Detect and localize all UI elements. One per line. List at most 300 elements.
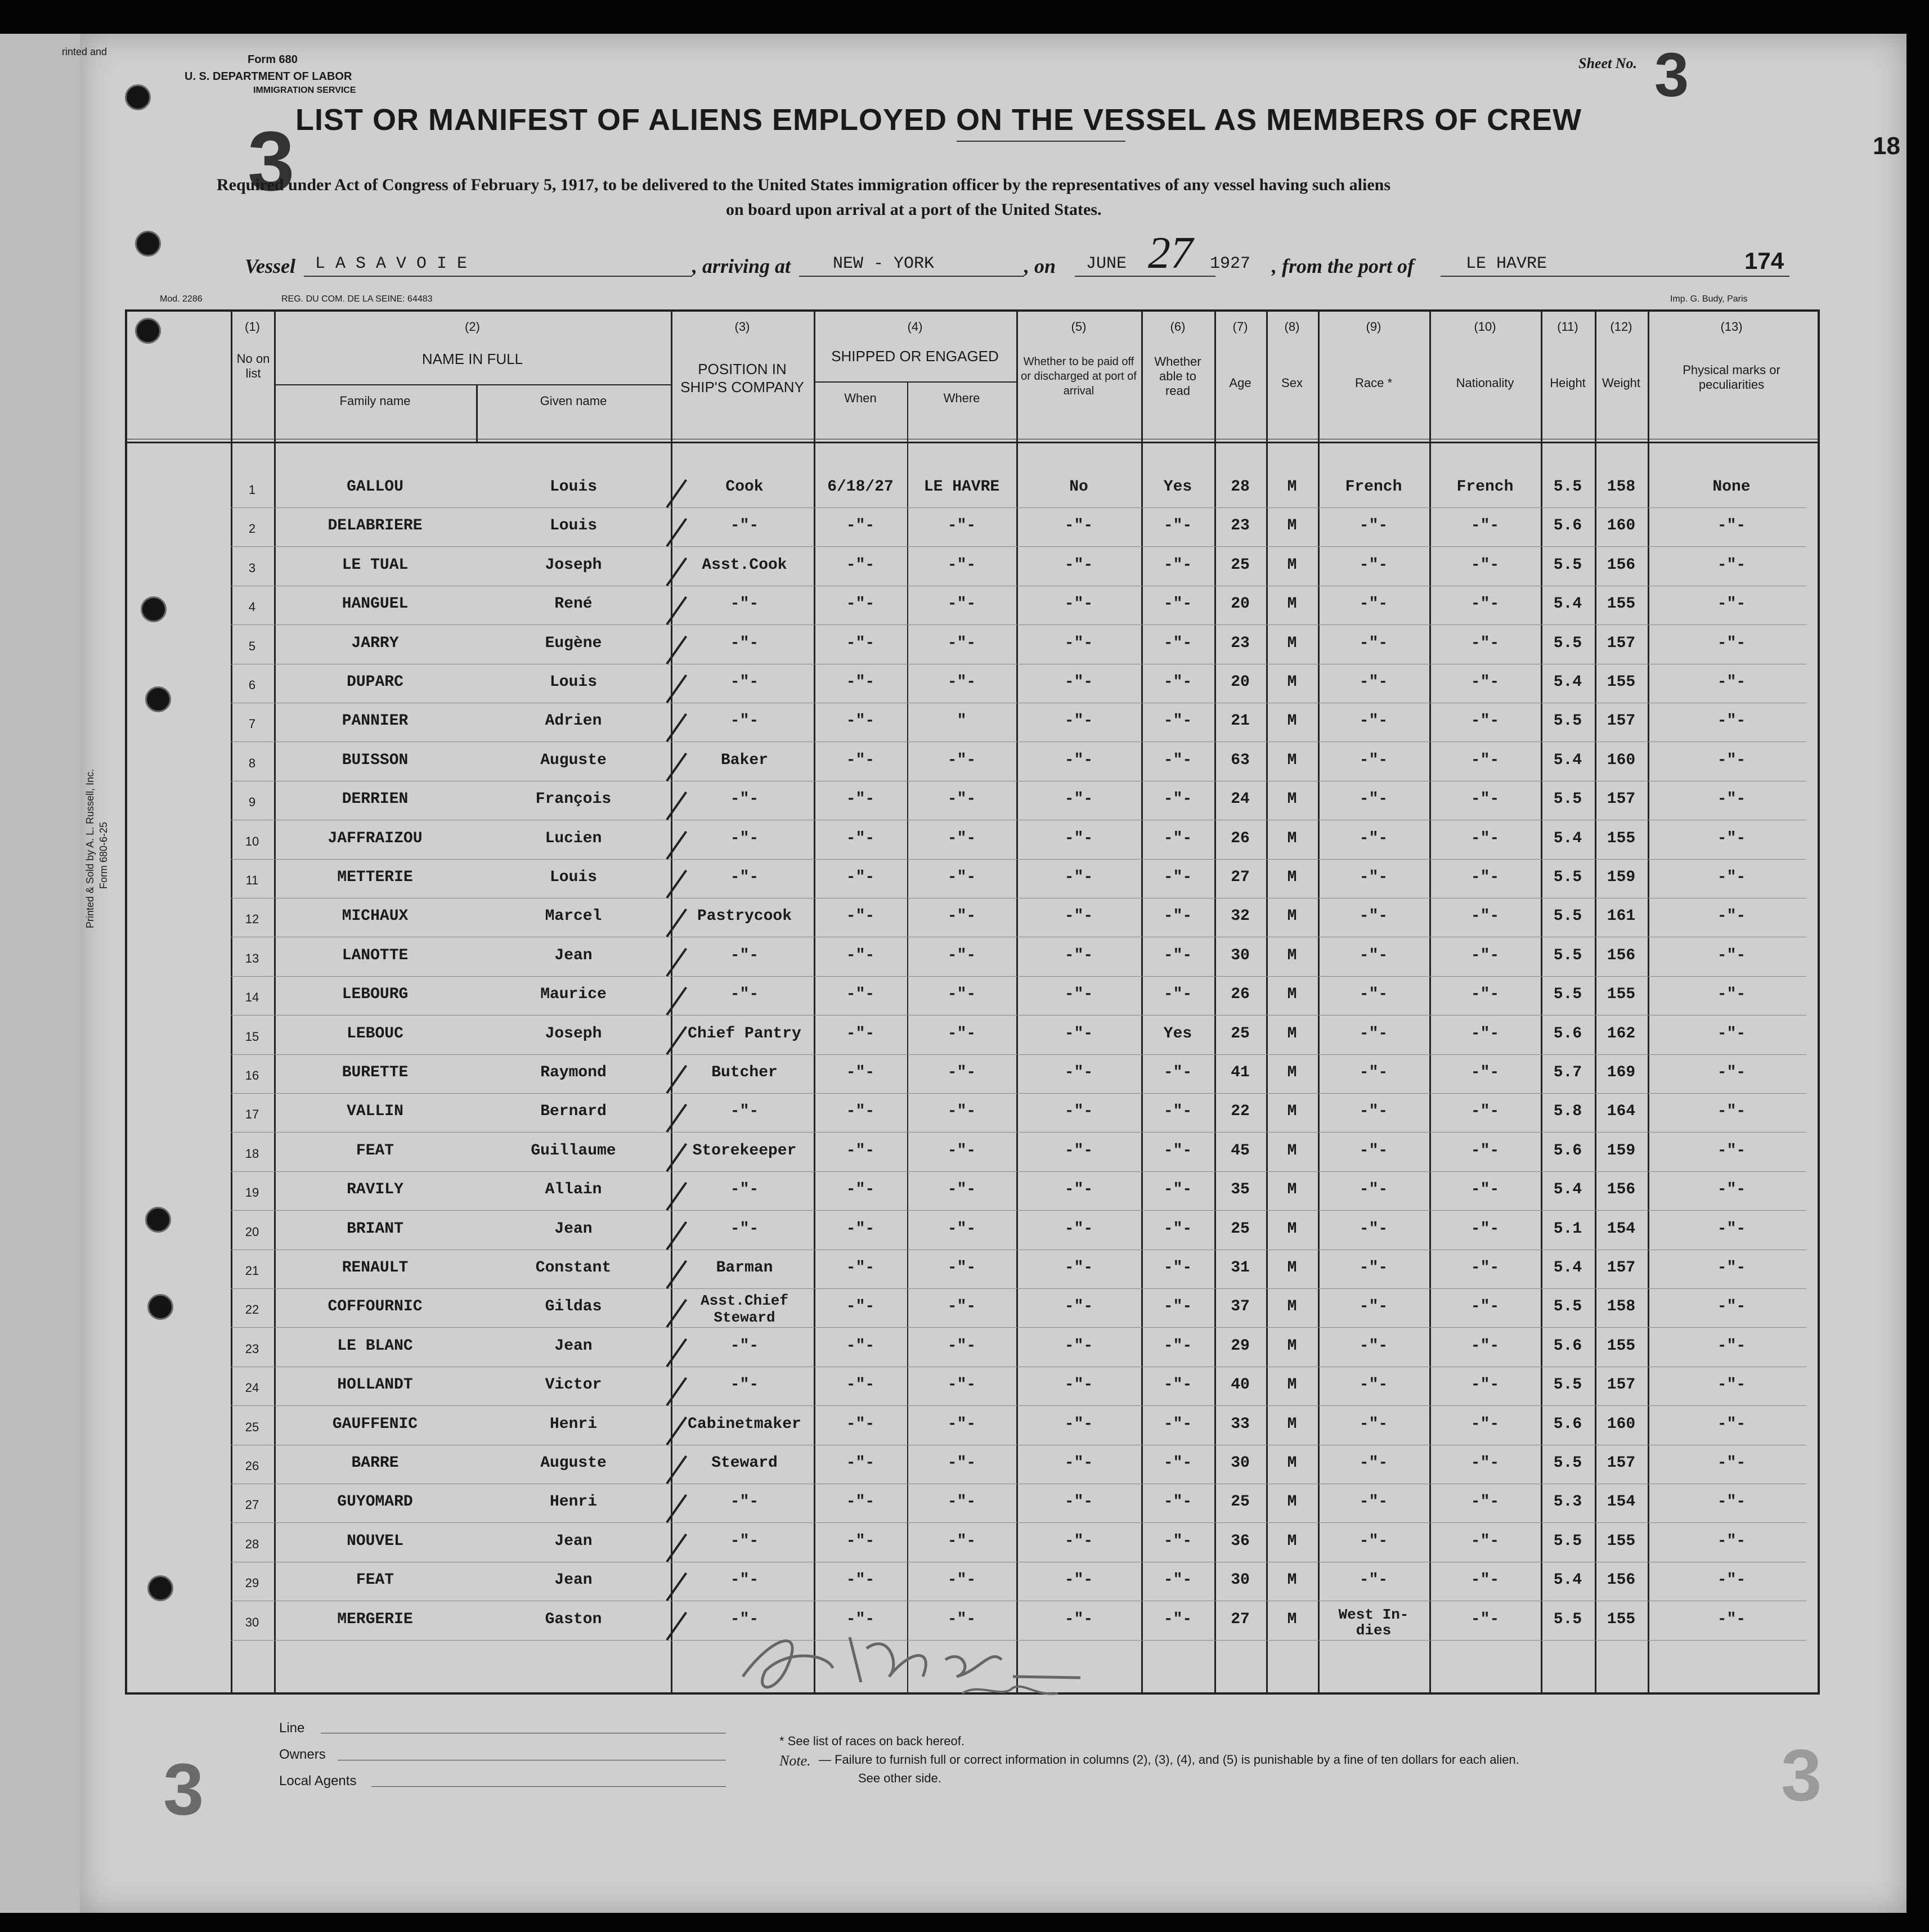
arriving-label: , arriving at	[692, 255, 791, 277]
race-cell: -"-	[1359, 556, 1388, 574]
nationality-cell: -"-	[1470, 1259, 1500, 1277]
nationality-cell: -"-	[1470, 1064, 1500, 1081]
position-cell: -"-	[730, 634, 759, 652]
marks-cell: -"-	[1717, 1220, 1746, 1238]
sex-cell: M	[1287, 1298, 1297, 1316]
where-cell: -"-	[947, 1181, 976, 1199]
paid-off-cell: -"-	[1064, 790, 1093, 808]
col-header-no: No on list	[236, 352, 270, 380]
subtitle-line-1: Required under Act of Congress of February 5, 1917, to be delivered to the United States immigration officer by the representatives of any vessel having such aliens	[217, 176, 1390, 194]
sex-cell: M	[1287, 517, 1297, 535]
nationality-cell: -"-	[1470, 751, 1500, 769]
position-cell: -"-	[730, 1610, 759, 1628]
family-name-cell: HANGUEL	[342, 595, 409, 613]
where-cell: -"-	[947, 1415, 976, 1433]
race-cell: -"-	[1359, 1103, 1388, 1121]
margin-printed-text: rinted and	[62, 46, 107, 57]
marks-cell: -"-	[1717, 946, 1746, 964]
position-cell: -"-	[730, 1220, 759, 1238]
paid-off-cell: -"-	[1064, 946, 1093, 964]
weight-cell: 157	[1607, 634, 1636, 652]
nationality-cell: -"-	[1470, 907, 1500, 925]
weight-cell: 160	[1607, 751, 1636, 769]
col-num-13: (13)	[1720, 320, 1743, 334]
marks-cell: -"-	[1717, 1142, 1746, 1160]
weight-cell: 157	[1607, 1259, 1636, 1277]
paid-off-cell: -"-	[1064, 1181, 1093, 1199]
when-cell: -"-	[846, 1610, 875, 1628]
nationality-cell: -"-	[1470, 1376, 1500, 1394]
race-cell: -"-	[1359, 790, 1388, 808]
marks-cell: -"-	[1717, 1493, 1746, 1511]
age-cell: 25	[1231, 1025, 1250, 1043]
department-label: U. S. DEPARTMENT OF LABOR	[185, 70, 352, 83]
weight-cell: 161	[1607, 907, 1636, 925]
nationality-cell: -"-	[1470, 1142, 1500, 1160]
form-reference: Form 680-6-25	[98, 821, 109, 889]
nationality-cell: -"-	[1470, 790, 1500, 808]
age-cell: 33	[1231, 1415, 1250, 1433]
height-cell: 5.5	[1553, 1610, 1582, 1628]
vessel-name: L A S A V O I E	[315, 254, 468, 273]
weight-cell: 159	[1607, 1142, 1636, 1160]
race-cell: -"-	[1359, 1064, 1388, 1081]
race-cell: West In-	[1338, 1606, 1409, 1623]
where-cell: -"-	[947, 517, 976, 535]
where-cell: -"-	[947, 1532, 976, 1550]
paid-off-cell: -"-	[1064, 1298, 1093, 1316]
height-cell: 5.5	[1553, 869, 1582, 886]
position-cell: -"-	[730, 1532, 759, 1550]
nationality-cell: -"-	[1470, 517, 1500, 535]
able-read-cell: -"-	[1163, 1142, 1192, 1160]
marks-cell: None	[1712, 478, 1751, 496]
weight-cell: 164	[1607, 1103, 1636, 1121]
row-rule	[231, 1327, 1806, 1328]
race-cell: -"-	[1359, 907, 1388, 925]
race-cell: -"-	[1359, 1571, 1388, 1589]
name-subheader-rule	[274, 384, 671, 385]
when-cell: -"-	[846, 1571, 875, 1589]
paid-off-cell: -"-	[1064, 1142, 1093, 1160]
weight-cell: 156	[1607, 556, 1636, 574]
marks-cell: -"-	[1717, 712, 1746, 730]
row-number: 19	[245, 1185, 259, 1200]
height-cell: 5.5	[1553, 1376, 1582, 1394]
marks-cell: -"-	[1717, 1337, 1746, 1355]
when-cell: -"-	[846, 986, 875, 1004]
paid-off-cell: -"-	[1064, 986, 1093, 1004]
age-cell: 37	[1231, 1298, 1250, 1316]
sheet-label: Sheet No.	[1578, 55, 1637, 71]
nationality-cell: -"-	[1470, 1220, 1500, 1238]
where-cell: -"-	[947, 634, 976, 652]
family-name-cell: DERRIEN	[342, 790, 409, 808]
race-cell: -"-	[1359, 869, 1388, 886]
on-label: , on	[1024, 255, 1056, 277]
position-cell: -"-	[730, 1181, 759, 1199]
where-cell: -"-	[947, 829, 976, 847]
row-rule	[231, 1210, 1806, 1211]
family-name-cell: LANOTTE	[342, 946, 409, 964]
height-cell: 5.8	[1553, 1103, 1582, 1121]
paid-off-cell: -"-	[1064, 1220, 1093, 1238]
paid-off-cell: -"-	[1064, 1064, 1093, 1081]
age-cell: 30	[1231, 1454, 1250, 1472]
given-name-cell: Joseph	[545, 556, 602, 574]
line-label: Line	[279, 1720, 305, 1736]
position-cell: -"-	[730, 1337, 759, 1355]
weight-cell: 156	[1607, 1571, 1636, 1589]
when-cell: -"-	[846, 1532, 875, 1550]
row-rule	[231, 1171, 1806, 1172]
height-cell: 5.4	[1553, 1259, 1582, 1277]
stamped-number-bottom-left: 3	[163, 1748, 204, 1830]
family-name-cell: RAVILY	[347, 1181, 403, 1199]
nationality-cell: -"-	[1470, 1337, 1500, 1355]
sex-cell: M	[1287, 673, 1297, 691]
race-cell: -"-	[1359, 1532, 1388, 1550]
col-header-position: POSITION IN SHIP'S COMPANY	[680, 361, 804, 396]
row-number: 1	[248, 483, 256, 497]
family-name-cell: BUISSON	[342, 751, 409, 769]
family-name-cell: LEBOURG	[342, 986, 409, 1004]
col-header-given: Given name	[540, 394, 607, 408]
paid-off-cell: -"-	[1064, 1532, 1093, 1550]
age-cell: 31	[1231, 1259, 1250, 1277]
position-cell: -"-	[730, 595, 759, 613]
nationality-cell: -"-	[1470, 1298, 1500, 1316]
weight-cell: 154	[1607, 1493, 1636, 1511]
row-number: 10	[245, 834, 259, 848]
given-name-cell: Henri	[549, 1493, 597, 1511]
when-cell: -"-	[846, 595, 875, 613]
marks-cell: -"-	[1717, 1415, 1746, 1433]
weight-cell: 160	[1607, 1415, 1636, 1433]
weight-cell: 158	[1607, 1298, 1636, 1316]
where-cell: "	[957, 712, 967, 730]
given-name-cell: Lucien	[545, 829, 602, 847]
family-name-cell: BARRE	[351, 1454, 399, 1472]
when-cell: 6/18/27	[827, 478, 894, 496]
given-name-cell: Louis	[549, 869, 597, 886]
height-cell: 5.5	[1553, 1298, 1582, 1316]
where-cell: -"-	[947, 1064, 976, 1081]
able-read-cell: -"-	[1163, 1181, 1192, 1199]
weight-cell: 155	[1607, 595, 1636, 613]
height-cell: 5.4	[1553, 1571, 1582, 1589]
weight-cell: 154	[1607, 1220, 1636, 1238]
age-cell: 32	[1231, 907, 1250, 925]
height-cell: 5.5	[1553, 790, 1582, 808]
height-cell: 5.5	[1553, 986, 1582, 1004]
race-cell: -"-	[1359, 1181, 1388, 1199]
row-rule	[231, 1015, 1806, 1016]
family-name-cell: FEAT	[356, 1571, 394, 1589]
paid-off-cell: -"-	[1064, 673, 1093, 691]
paid-off-cell: -"-	[1064, 1415, 1093, 1433]
col-header-weight: Weight	[1601, 376, 1641, 390]
nationality-cell: -"-	[1470, 673, 1500, 691]
sex-cell: M	[1287, 1064, 1297, 1081]
col-header-sex: Sex	[1281, 376, 1303, 390]
where-cell: -"-	[947, 1103, 976, 1121]
position-cell: Pastrycook	[697, 907, 792, 925]
weight-cell: 156	[1607, 946, 1636, 964]
marks-cell: -"-	[1717, 673, 1746, 691]
local-agents-label: Local Agents	[279, 1773, 357, 1789]
vessel-underline	[304, 276, 692, 277]
marks-cell: -"-	[1717, 1103, 1746, 1121]
nationality-cell: -"-	[1470, 1532, 1500, 1550]
age-cell: 26	[1231, 829, 1250, 847]
stamped-number-bottom-right: 3	[1781, 1734, 1822, 1816]
weight-cell: 155	[1607, 829, 1636, 847]
able-read-cell: -"-	[1163, 673, 1192, 691]
height-cell: 5.6	[1553, 1415, 1582, 1433]
arriving-port: NEW - YORK	[833, 254, 935, 273]
height-cell: 5.5	[1553, 1454, 1582, 1472]
when-cell: -"-	[846, 673, 875, 691]
able-read-cell: -"-	[1163, 1337, 1192, 1355]
height-cell: 5.4	[1553, 1181, 1582, 1199]
col-num-4: (4)	[907, 320, 923, 334]
given-name-cell: René	[554, 595, 593, 613]
col-header-nationality: Nationality	[1456, 376, 1514, 390]
position-cell: Barman	[716, 1259, 773, 1277]
family-name-cell: MICHAUX	[342, 907, 409, 925]
race-cell: -"-	[1359, 712, 1388, 730]
age-cell: 25	[1231, 1493, 1250, 1511]
left-binding-strip	[0, 34, 80, 1913]
position-cell: -"-	[730, 517, 759, 535]
able-read-cell: -"-	[1163, 1610, 1192, 1628]
sex-cell: M	[1287, 556, 1297, 574]
row-rule	[231, 976, 1806, 977]
position-cell: Cook	[725, 478, 764, 496]
row-rule	[231, 1288, 1806, 1289]
arrival-day-handwritten: 27	[1148, 228, 1193, 278]
family-name-cell: DUPARC	[347, 673, 403, 691]
col-header-height: Height	[1550, 376, 1586, 390]
weight-cell: 159	[1607, 869, 1636, 886]
paid-off-cell: -"-	[1064, 1376, 1093, 1394]
col-num-11: (11)	[1557, 320, 1578, 334]
marks-cell: -"-	[1717, 1610, 1746, 1628]
nationality-cell: -"-	[1470, 946, 1500, 964]
where-cell: LE HAVRE	[923, 478, 1000, 496]
sheet-number: 3	[1654, 41, 1689, 110]
paid-off-cell: -"-	[1064, 595, 1093, 613]
position-cell: -"-	[730, 1103, 759, 1121]
sex-cell: M	[1287, 1181, 1297, 1199]
family-name-cell: DELABRIERE	[328, 517, 423, 535]
row-number: 27	[245, 1498, 259, 1512]
row-number: 16	[245, 1068, 259, 1082]
given-name-cell: Allain	[545, 1181, 602, 1199]
subtitle-line-2: on board upon arrival at a port of the United States.	[726, 200, 1102, 219]
able-read-cell: -"-	[1163, 829, 1192, 847]
race-cell: -"-	[1359, 1337, 1388, 1355]
able-read-cell: Yes	[1163, 478, 1192, 496]
paid-off-cell: -"-	[1064, 1103, 1093, 1121]
sex-cell: M	[1287, 946, 1297, 964]
when-cell: -"-	[846, 1337, 875, 1355]
family-name-cell: BRIANT	[347, 1220, 403, 1238]
race-cell: -"-	[1359, 1259, 1388, 1277]
row-number: 4	[248, 600, 256, 614]
able-read-cell: -"-	[1163, 1298, 1192, 1316]
marks-cell: -"-	[1717, 1064, 1746, 1081]
marks-cell: -"-	[1717, 1571, 1746, 1589]
given-name-cell: Victor	[545, 1376, 602, 1394]
paid-off-cell: -"-	[1064, 829, 1093, 847]
weight-cell: 155	[1607, 673, 1636, 691]
height-cell: 5.6	[1553, 1025, 1582, 1043]
race-cell: -"-	[1359, 829, 1388, 847]
sex-cell: M	[1287, 1454, 1297, 1472]
weight-cell: 157	[1607, 712, 1636, 730]
arrival-year: 1927	[1210, 254, 1251, 273]
row-number: 8	[248, 756, 256, 770]
row-number: 11	[245, 873, 259, 887]
given-name-cell: Joseph	[545, 1025, 602, 1043]
where-cell: -"-	[947, 1571, 976, 1589]
position-cell: -"-	[730, 869, 759, 886]
height-cell: 5.5	[1553, 1532, 1582, 1550]
where-cell: -"-	[947, 1454, 976, 1472]
sex-cell: M	[1287, 634, 1297, 652]
age-cell: 29	[1231, 1337, 1250, 1355]
row-number: 29	[245, 1576, 259, 1590]
nationality-cell: -"-	[1470, 869, 1500, 886]
able-read-cell: -"-	[1163, 1376, 1192, 1394]
family-name-cell: MERGERIE	[337, 1610, 413, 1628]
weight-cell: 155	[1607, 986, 1636, 1004]
row-number: 21	[245, 1264, 259, 1278]
able-read-cell: -"-	[1163, 1103, 1192, 1121]
able-read-cell: -"-	[1163, 595, 1192, 613]
officer-signature	[720, 1615, 1114, 1705]
height-cell: 5.1	[1553, 1220, 1582, 1238]
col-header-race: Race *	[1354, 376, 1393, 390]
given-name-cell: Jean	[554, 1532, 593, 1550]
paid-off-cell: -"-	[1064, 1025, 1093, 1043]
note-text: — Failure to furnish full or correct information in columns (2), (3), (4), and (5) is punishable by a fine of ten dollars for each alien.	[819, 1753, 1519, 1767]
printer-label: Imp. G. Budy, Paris	[1670, 294, 1748, 304]
position-cell: -"-	[730, 1571, 759, 1589]
from-underline	[1441, 276, 1789, 277]
row-rule	[231, 1054, 1806, 1055]
able-read-cell: -"-	[1163, 517, 1192, 535]
punch-hole-1	[125, 84, 151, 110]
sex-cell: M	[1287, 751, 1297, 769]
position-cell: Chief Pantry	[688, 1025, 801, 1043]
position-cell: -"-	[730, 946, 759, 964]
row-number: 17	[245, 1107, 259, 1122]
row-number: 9	[248, 795, 256, 810]
sex-cell: M	[1287, 1025, 1297, 1043]
where-cell: -"-	[947, 986, 976, 1004]
race-cell: -"-	[1359, 1376, 1388, 1394]
sex-cell: M	[1287, 1337, 1297, 1355]
paid-off-cell: -"-	[1064, 517, 1093, 535]
given-name-cell: Bernard	[540, 1103, 607, 1121]
when-cell: -"-	[846, 946, 875, 964]
given-name-cell: Jean	[554, 1220, 593, 1238]
when-cell: -"-	[846, 1259, 875, 1277]
arrival-month: JUNE	[1086, 254, 1127, 273]
where-cell: -"-	[947, 556, 976, 574]
row-rule	[231, 859, 1806, 860]
row-rule	[231, 546, 1806, 547]
race-cell: -"-	[1359, 751, 1388, 769]
sex-cell: M	[1287, 1220, 1297, 1238]
weight-cell: 157	[1607, 790, 1636, 808]
row-number: 2	[248, 522, 256, 536]
where-cell: -"-	[947, 1259, 976, 1277]
sex-cell: M	[1287, 907, 1297, 925]
given-name-cell: Jean	[554, 1337, 593, 1355]
paid-off-cell: -"-	[1064, 1610, 1093, 1628]
able-read-cell: -"-	[1163, 751, 1192, 769]
row-number: 18	[245, 1146, 259, 1161]
sex-cell: M	[1287, 595, 1297, 613]
position-cell: Storekeeper	[692, 1142, 797, 1160]
family-name-cell: VALLIN	[347, 1103, 403, 1121]
age-cell: 30	[1231, 946, 1250, 964]
sex-cell: M	[1287, 1142, 1297, 1160]
where-cell: -"-	[947, 1142, 976, 1160]
sex-cell: M	[1287, 712, 1297, 730]
weight-cell: 158	[1607, 478, 1636, 496]
height-cell: 5.5	[1553, 712, 1582, 730]
marks-cell: -"-	[1717, 869, 1746, 886]
family-name-cell: COFFOURNIC	[328, 1298, 423, 1316]
race-cell-line-2: dies	[1356, 1621, 1392, 1639]
from-port: LE HAVRE	[1466, 254, 1547, 273]
height-cell: 5.6	[1553, 1142, 1582, 1160]
weight-cell: 155	[1607, 1337, 1636, 1355]
height-cell: 5.7	[1553, 1064, 1582, 1081]
title-underline	[957, 141, 1125, 142]
nationality-cell: -"-	[1470, 986, 1500, 1004]
height-cell: 5.4	[1553, 829, 1582, 847]
age-cell: 20	[1231, 595, 1250, 613]
position-cell: -"-	[730, 1376, 759, 1394]
able-read-cell: -"-	[1163, 1571, 1192, 1589]
col-header-marks: Physical marks or peculiarities	[1683, 363, 1780, 392]
position-cell: Steward	[711, 1454, 778, 1472]
race-cell: -"-	[1359, 673, 1388, 691]
race-cell: French	[1345, 478, 1402, 496]
col-header-shipped: SHIPPED OR ENGAGED	[831, 348, 999, 365]
row-number: 7	[248, 717, 256, 731]
paid-off-cell: -"-	[1064, 1337, 1093, 1355]
marks-cell: -"-	[1717, 1025, 1746, 1043]
age-cell: 22	[1231, 1103, 1250, 1121]
nationality-cell: -"-	[1470, 1493, 1500, 1511]
where-cell: -"-	[947, 673, 976, 691]
age-cell: 28	[1231, 478, 1250, 496]
able-read-cell: -"-	[1163, 946, 1192, 964]
weight-cell: 160	[1607, 517, 1636, 535]
stamped-number-top: 3	[248, 114, 295, 208]
marks-cell: -"-	[1717, 1454, 1746, 1472]
sex-cell: M	[1287, 1259, 1297, 1277]
given-name-cell: Eugène	[545, 634, 602, 652]
given-name-cell: Louis	[549, 478, 597, 496]
